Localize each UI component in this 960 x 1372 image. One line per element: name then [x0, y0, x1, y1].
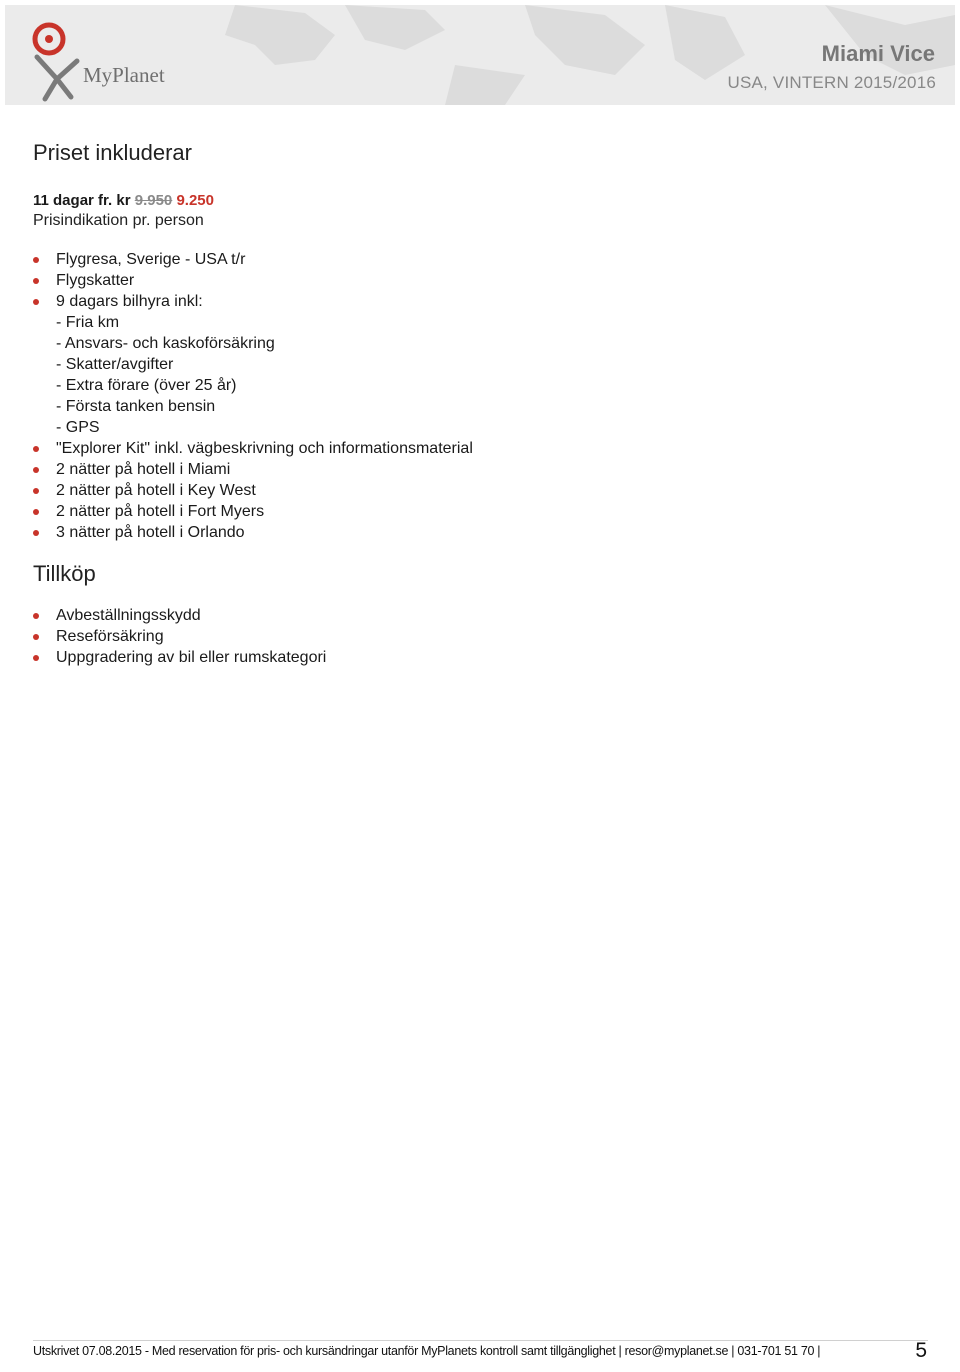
list-item: 2 nätter på hotell i Miami — [33, 459, 933, 480]
bullet-icon — [33, 613, 39, 619]
price-old: 9.950 — [134, 192, 173, 209]
list-item: Reseförsäkring — [33, 626, 933, 647]
car-sub-item: - Skatter/avgifter — [56, 356, 174, 373]
footer-divider — [33, 1340, 928, 1341]
price-prefix: 11 dagar fr. kr — [33, 192, 135, 209]
bullet-icon — [33, 509, 39, 515]
bullet-icon — [33, 530, 39, 536]
bullet-icon — [33, 278, 39, 284]
addons-heading: Tillköp — [33, 561, 96, 586]
bullet-icon — [33, 488, 39, 494]
price-new: 9.250 — [176, 192, 214, 209]
bullet-icon — [33, 655, 39, 661]
page-header — [5, 5, 955, 105]
price-line — [33, 192, 933, 209]
list-item: 2 nätter på hotell i Fort Myers — [33, 501, 933, 522]
list-item: Avbeställningsskydd — [33, 605, 933, 626]
list-item: 9 dagars bilhyra inkl: - Fria km - Ansvars- och kaskoförsäkring - Skatter/avgifter - Extra förare (över 25 år) - Första tanken bensin - GPS — [33, 291, 933, 438]
car-sub-item: - Ansvars- och kaskoförsäkring — [56, 335, 275, 352]
price-note: Prisindikation pr. person — [33, 212, 204, 229]
logo-text: MyPlanet — [83, 63, 165, 87]
car-sub-item: - Första tanken bensin — [56, 398, 216, 415]
bullet-icon — [33, 446, 39, 452]
included-heading: Priset inkluderar — [33, 140, 192, 165]
list-item: Uppgradering av bil eller rumskategori — [33, 647, 933, 668]
footer-text: Utskrivet 07.08.2015 - Med reservation för pris- och kursändringar utanför MyPlanets kontroll samt tillgänglighet | resor@myplanet.se | 031-701 51 70 | — [33, 1344, 821, 1358]
car-sub-item: - Fria km — [56, 314, 120, 331]
included-list — [33, 249, 933, 543]
page-footer — [33, 1340, 933, 1364]
list-item: Flygskatter — [33, 270, 933, 291]
car-sub-item: - Extra förare (över 25 år) — [56, 377, 237, 394]
car-sub-item: - GPS — [56, 419, 100, 436]
bullet-icon — [33, 257, 39, 263]
list-item: "Explorer Kit" inkl. vägbeskrivning och informationsmaterial — [33, 438, 933, 459]
page-number: 5 — [915, 1339, 927, 1362]
page-subtitle: USA, VINTERN 2015/2016 — [727, 73, 936, 92]
list-item: Flygresa, Sverige - USA t/r — [33, 249, 933, 270]
list-item: 2 nätter på hotell i Key West — [33, 480, 933, 501]
bullet-icon — [33, 634, 39, 640]
bullet-icon — [33, 467, 39, 473]
main-content — [33, 140, 933, 668]
page-title: Miami Vice — [821, 41, 935, 66]
list-item: 3 nätter på hotell i Orlando — [33, 522, 933, 543]
bullet-icon — [33, 299, 39, 305]
addons-list — [33, 605, 933, 668]
myplanet-logo — [27, 17, 187, 103]
